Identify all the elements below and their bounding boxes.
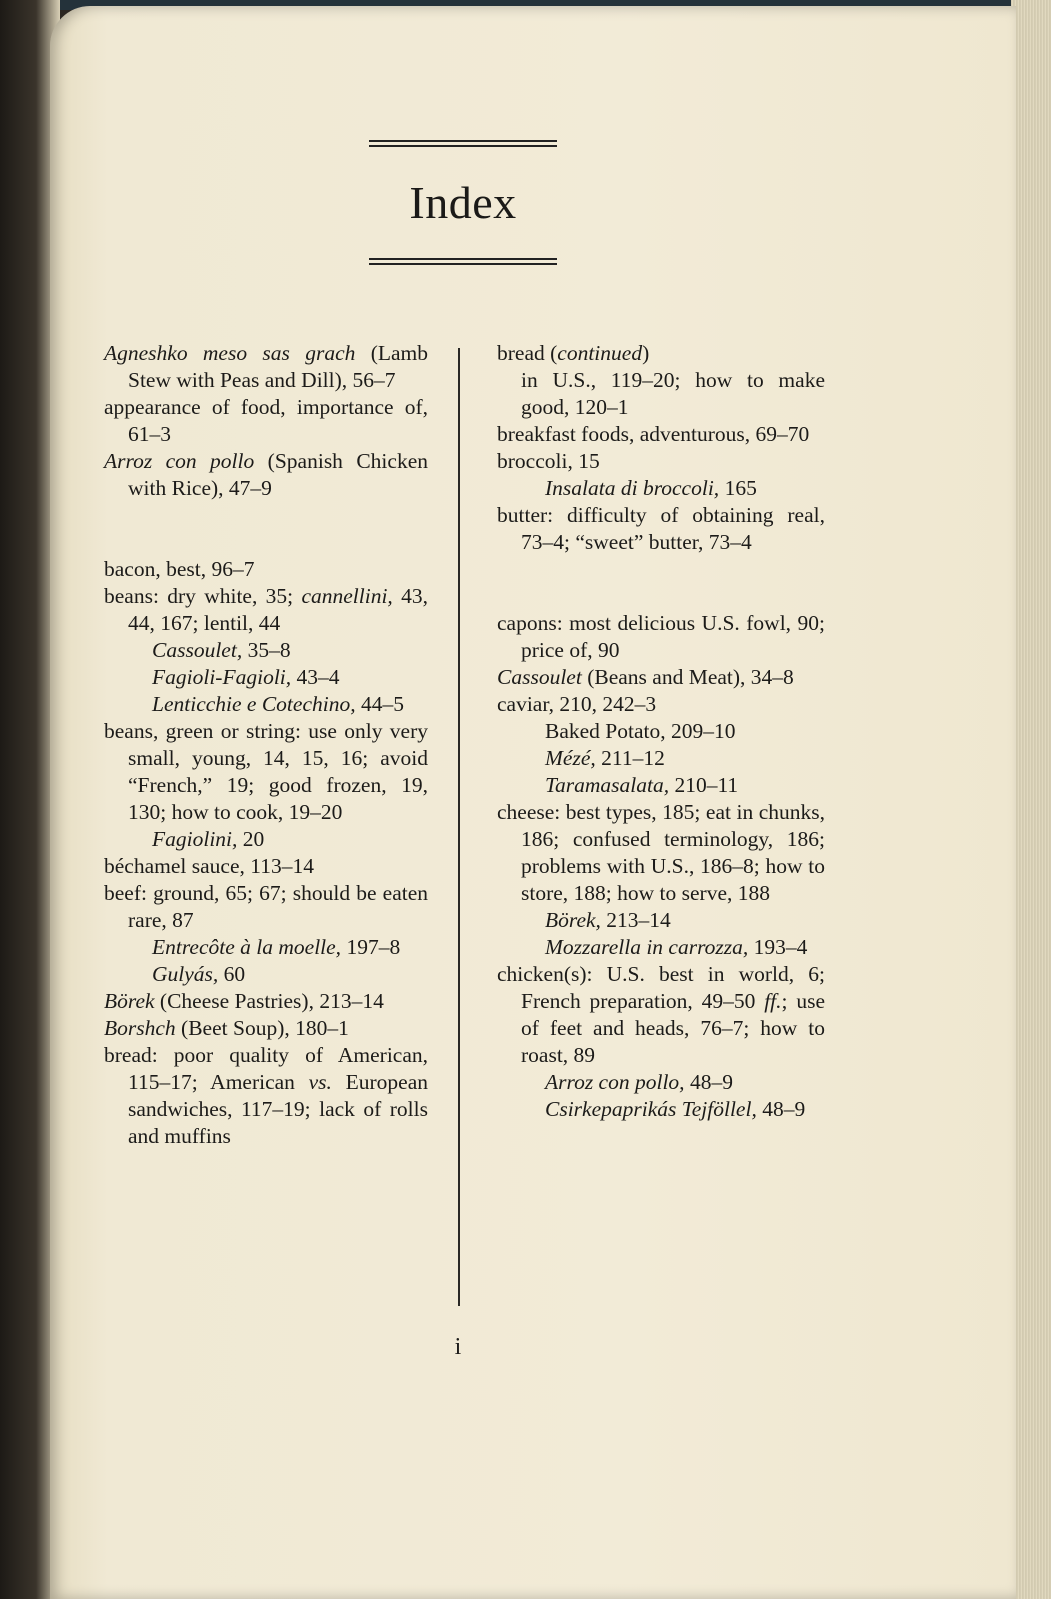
entry-text: cannellini, <box>301 584 393 608</box>
entry-text: 20 <box>237 827 265 851</box>
entry-text: béchamel sauce, 113–14 <box>104 854 314 878</box>
entry-text: Insalata di broccoli, <box>545 476 720 500</box>
entry-text: caviar, 210, 242–3 <box>497 692 657 716</box>
entry-text: Gulyás, <box>152 962 219 986</box>
entry-text: Mézé, <box>545 746 596 770</box>
index-subentry <box>497 745 825 772</box>
index-subentry <box>497 1096 825 1123</box>
entry-text: beef: ground, 65; 67; should be eaten rare, 87 <box>104 881 428 932</box>
entry-text: 211–12 <box>595 746 665 770</box>
index-entry <box>104 880 428 934</box>
entry-text: (Beet Soup), 180–1 <box>175 1016 349 1040</box>
entry-text: Agneshko meso sas grach <box>104 341 356 365</box>
entry-text: Taramasalata, <box>545 773 670 797</box>
index-entry <box>497 448 825 475</box>
index-entry <box>497 691 825 718</box>
title-rule-top <box>369 140 557 147</box>
index-subentry <box>104 637 428 664</box>
entry-text: 60 <box>218 962 246 986</box>
index-subentry <box>497 1069 825 1096</box>
entry-text: (Cheese Pastries), 213–14 <box>154 989 384 1013</box>
index-entry <box>497 664 825 691</box>
index-entry <box>497 961 825 1069</box>
letter-group-gap <box>497 556 825 610</box>
index-entry <box>497 502 825 556</box>
entry-text: 44–5 <box>355 692 404 716</box>
entry-text: ; use of feet and heads, 76–7; how to roast, 89 <box>521 989 825 1067</box>
entry-text: Cassoulet, <box>152 638 243 662</box>
index-entry <box>104 988 428 1015</box>
index-subentry <box>497 772 825 799</box>
entry-text: appearance of food, importance of, 61–3 <box>104 395 428 446</box>
entry-text: vs. <box>308 1070 332 1094</box>
entry-text: in U.S., 119–20; how to make good, 120–1 <box>521 368 825 419</box>
index-entry <box>104 583 428 637</box>
entry-text: 197–8 <box>341 935 401 959</box>
entry-text: (Lamb Stew with Peas and Dill), 56–7 <box>128 341 429 392</box>
index-entry <box>104 718 428 826</box>
index-subentry <box>104 664 428 691</box>
index-entry <box>104 556 428 583</box>
entry-text: (Beans and Meat), 34–8 <box>581 665 794 689</box>
index-subentry <box>104 826 428 853</box>
index-entry <box>497 367 825 421</box>
entry-text: 193–4 <box>748 935 808 959</box>
entry-text: continued <box>557 341 643 365</box>
entry-text: 210–11 <box>669 773 739 797</box>
entry-text: Fagioli-Fagioli, <box>152 665 292 689</box>
index-subentry <box>497 718 825 745</box>
entry-text: 48–9 <box>756 1097 806 1121</box>
entry-text: Arroz con pollo <box>104 449 255 473</box>
entry-text: bread ( <box>497 341 558 365</box>
entry-text: butter: difficulty of obtaining real, 73–4; “sweet” butter, 73–4 <box>497 503 825 554</box>
index-column-left <box>104 340 428 1150</box>
entry-text: beans, green or string: use only very small, young, 14, 15, 16; avoid “French,” 19; good frozen, 19, 130; how to cook, 19–20 <box>104 719 428 824</box>
index-entry <box>497 340 825 367</box>
index-subentry <box>497 934 825 961</box>
entry-text: Börek, <box>545 908 601 932</box>
entry-text: ) <box>642 341 650 365</box>
entry-text: broccoli, 15 <box>497 449 600 473</box>
title-rule-bottom <box>369 258 557 265</box>
page-title: Index <box>409 177 517 228</box>
letter-group-gap <box>104 502 428 556</box>
entry-text: Borshch <box>104 1016 176 1040</box>
entry-text: 43–4 <box>291 665 340 689</box>
entry-text: Börek <box>104 989 155 1013</box>
index-entry <box>104 1015 428 1042</box>
index-entry <box>497 799 825 907</box>
entry-text: 35–8 <box>242 638 291 662</box>
entry-text: cheese: best types, 185; eat in chunks, 186; confused terminology, 186; problems with U.S., 186–8; how to store, 188; how to serve, 188 <box>497 800 825 905</box>
entry-text: Fagiolini, <box>152 827 238 851</box>
entry-text: 48–9 <box>684 1070 733 1094</box>
index-subentry <box>104 691 428 718</box>
entry-text: (Spanish Chicken with Rice), 47–9 <box>128 449 428 500</box>
entry-text: capons: most delicious U.S. fowl, 90; price of, 90 <box>497 611 825 662</box>
index-entry <box>104 394 428 448</box>
index-entry <box>497 421 825 448</box>
entry-text: breakfast foods, adventurous, 69–70 <box>497 422 810 446</box>
entry-text: Cassoulet <box>497 665 582 689</box>
index-subentry <box>497 475 825 502</box>
entry-text: 165 <box>719 476 757 500</box>
index-column-right <box>497 340 825 1123</box>
index-subentry <box>497 907 825 934</box>
entry-text: European sandwiches, 117–19; lack of rolls and muffins <box>128 1070 428 1148</box>
entry-text: Mozzarella in carrozza, <box>545 935 749 959</box>
entry-text: 213–14 <box>600 908 671 932</box>
entry-text: bread: poor quality of American, 115–17; American <box>104 1043 428 1094</box>
page-number: i <box>454 1334 462 1360</box>
column-divider <box>458 348 460 1306</box>
entry-text: Arroz con pollo, <box>545 1070 685 1094</box>
index-subentry <box>104 961 428 988</box>
index-subentry <box>104 934 428 961</box>
index-entry <box>497 610 825 664</box>
entry-text: bacon, best, 96–7 <box>104 557 255 581</box>
entry-text: 43, 44, 167; lentil, 44 <box>128 584 428 635</box>
index-entry <box>104 448 428 502</box>
index-entry <box>104 1042 428 1150</box>
entry-text: beans: dry white, 35; <box>104 584 302 608</box>
entry-text: Lenticchie e Cotechino, <box>152 692 356 716</box>
entry-text: ff. <box>764 989 782 1013</box>
entry-text: Baked Potato, 209–10 <box>545 719 736 743</box>
entry-text: Csirkepaprikás Tejföllel, <box>545 1097 757 1121</box>
index-entry <box>104 853 428 880</box>
entry-text: chicken(s): U.S. best in world, 6; French preparation, 49–50 <box>497 962 825 1013</box>
index-entry <box>104 340 428 394</box>
entry-text: Entrecôte à la moelle, <box>152 935 342 959</box>
page-edges <box>1011 0 1051 1599</box>
